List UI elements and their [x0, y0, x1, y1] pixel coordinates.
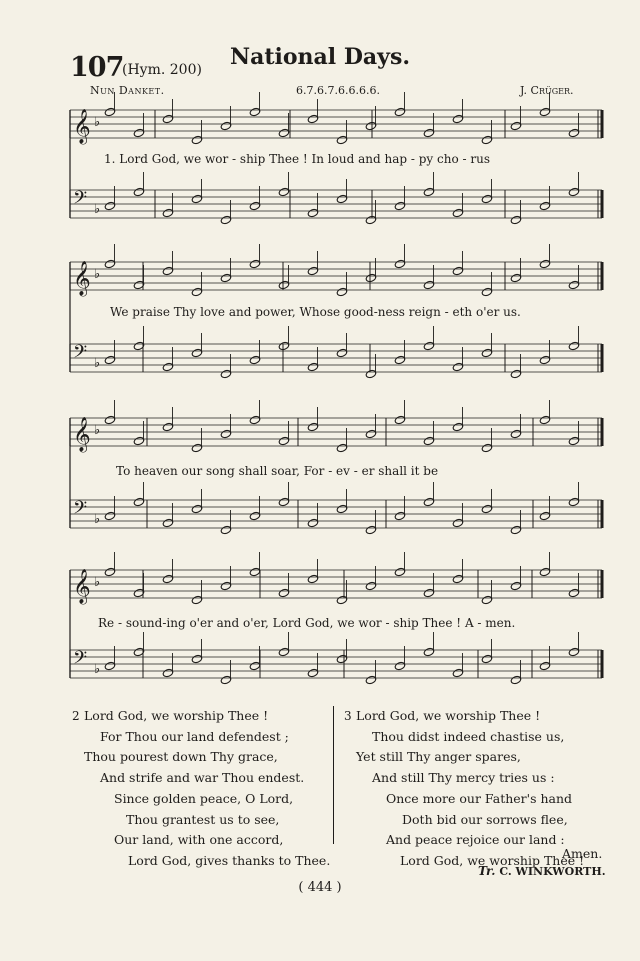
treble-clef-icon: 𝄞	[73, 417, 91, 452]
verse-amen: Amen.	[562, 846, 603, 861]
translator-name: C. WINKWORTH.	[499, 865, 606, 878]
lyric-line-2: We praise Thy love and power, Whose good-ness reign - eth o'er us.	[110, 305, 521, 319]
composer: J. Crüger.	[520, 84, 574, 97]
key-signature-flat-icon: ♭	[94, 512, 101, 527]
verse-line: Lord God, we worship Thee !	[400, 852, 585, 868]
verse-line: Our land, with one accord,	[114, 832, 284, 848]
verse-line: Lord God, we worship Thee !	[84, 708, 269, 723]
verse-line: Once more our Father's hand	[386, 790, 573, 806]
verse-line: Yet still Thy anger spares,	[356, 749, 521, 765]
key-signature-flat-icon: ♭	[94, 423, 101, 438]
key-signature-flat-icon: ♭	[94, 267, 101, 282]
bass-clef-icon: 𝄢	[73, 342, 88, 367]
treble-clef-icon: 𝄞	[73, 261, 91, 296]
verse-number: 2	[72, 709, 80, 723]
hymn-number: 107	[70, 52, 124, 83]
verse-line: Lord God, gives thanks to Thee.	[128, 852, 331, 868]
verse-2	[72, 706, 331, 872]
section-title: National Days.	[230, 44, 410, 70]
verse-line: Thou didst indeed chastise us,	[372, 728, 565, 744]
bass-clef-icon: 𝄢	[73, 188, 88, 213]
verse-line: Lord God, we worship Thee !	[356, 708, 541, 723]
verse-line: Doth bid our sorrows flee,	[402, 811, 568, 827]
key-signature-flat-icon: ♭	[94, 202, 101, 217]
key-signature-flat-icon: ♭	[94, 115, 101, 130]
translator-credit	[478, 864, 606, 878]
verse-3	[344, 706, 585, 872]
key-signature-flat-icon: ♭	[94, 662, 101, 677]
lyric-line-4: Re - sound-ing o'er and o'er, Lord God, we wor - ship Thee ! A - men.	[98, 616, 516, 630]
key-signature-flat-icon: ♭	[94, 356, 101, 371]
verse-line: And peace rejoice our land :	[386, 832, 565, 848]
tune-name: Nun Danket.	[90, 84, 165, 97]
verse-line: And still Thy mercy tries us :	[372, 770, 555, 786]
verse-line: Since golden peace, O Lord,	[114, 790, 294, 806]
verse-number: 3	[344, 709, 352, 723]
hymn-reference: (Hym. 200)	[122, 62, 202, 78]
lyric-line-1: 1. Lord God, we wor - ship Thee ! In loud and hap - py cho - rus	[104, 152, 490, 166]
column-divider	[333, 706, 334, 844]
translator-prefix: Tr.	[478, 864, 496, 878]
verse-line: For Thou our land defendest ;	[100, 728, 289, 744]
meter: 6.7.6.7.6.6.6.6.	[296, 84, 380, 97]
verse-line: And strife and war Thou endest.	[100, 770, 305, 786]
bass-clef-icon: 𝄢	[73, 648, 88, 673]
treble-clef-icon: 𝄞	[73, 569, 91, 604]
bass-clef-icon: 𝄢	[73, 498, 88, 523]
key-signature-flat-icon: ♭	[94, 575, 101, 590]
lyric-line-3: To heaven our song shall soar, For - ev - er shall it be	[116, 464, 439, 478]
verse-line: Thou grantest us to see,	[126, 811, 280, 827]
page-number: ( 444 )	[298, 880, 342, 895]
treble-clef-icon: 𝄞	[73, 109, 91, 144]
verse-line: Thou pourest down Thy grace,	[84, 749, 278, 765]
